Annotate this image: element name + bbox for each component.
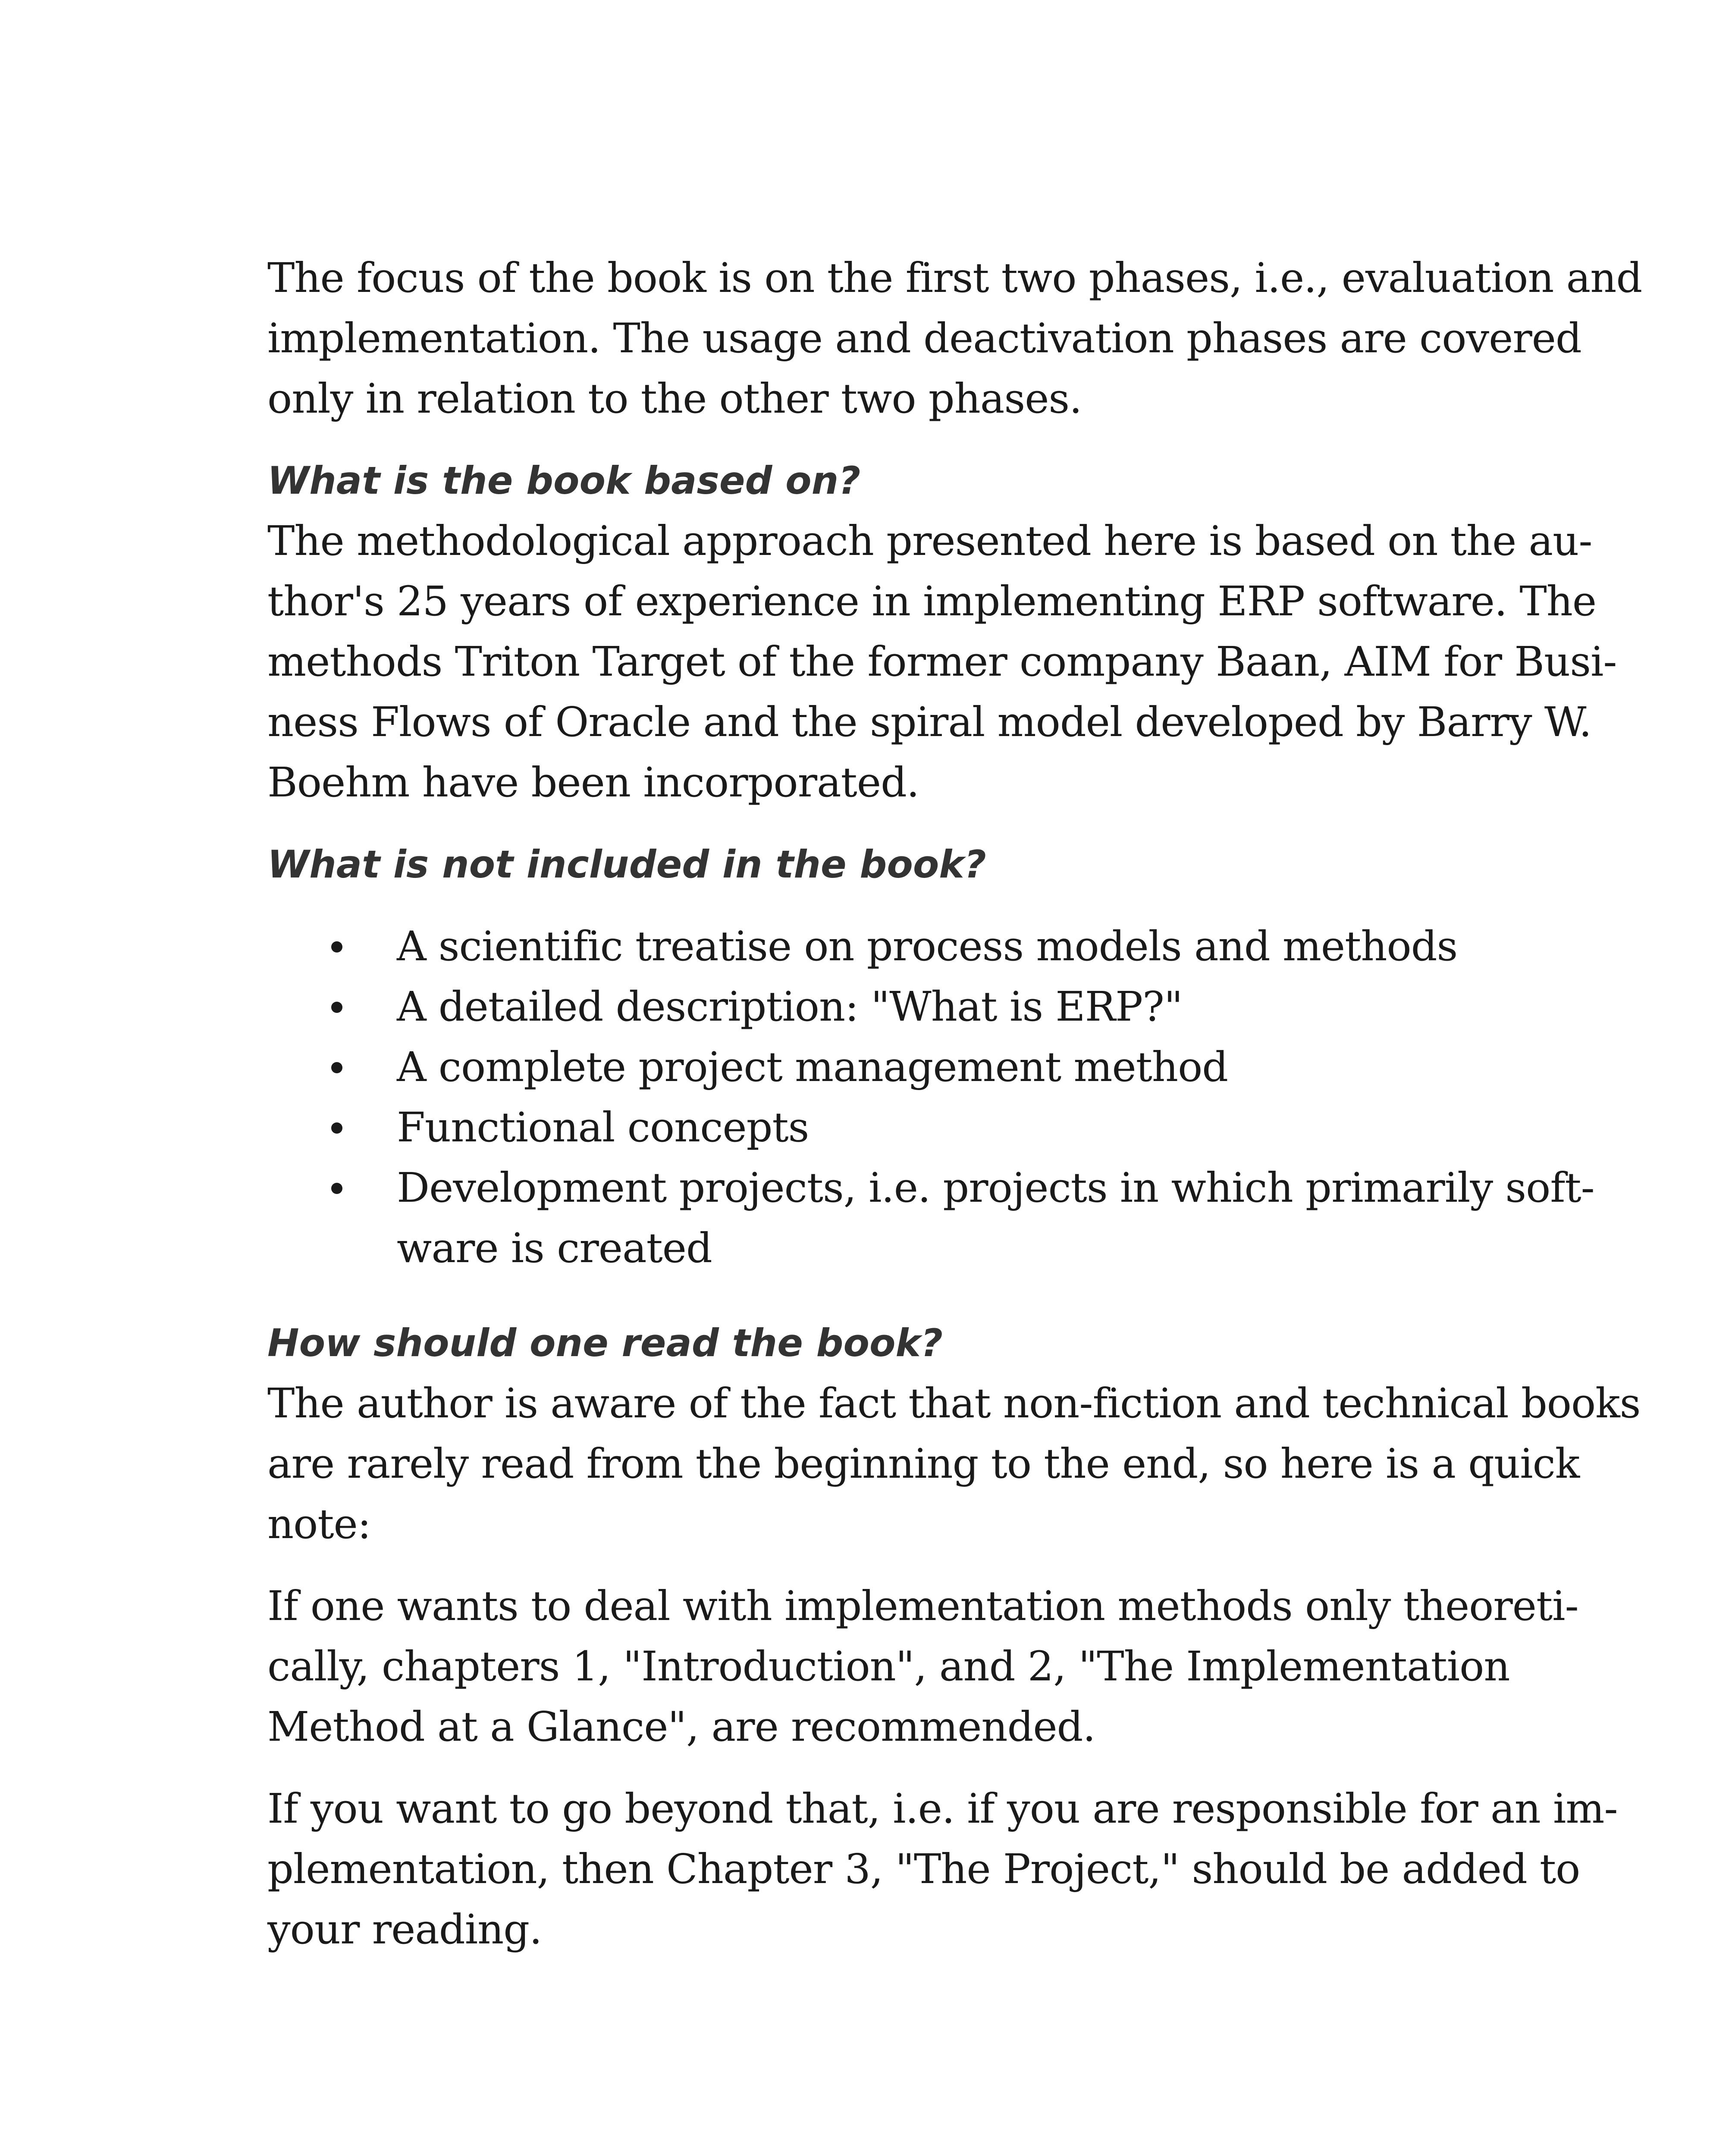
list-item-text: Functional concepts	[397, 1104, 809, 1151]
text-line: Method at a Glance", are recommended.	[267, 1703, 1095, 1751]
section-heading-based-on: What is the book based on?	[267, 458, 861, 503]
list-item	[267, 1037, 1501, 1097]
list-item-text: A detailed description: "What is ERP?"	[397, 983, 1183, 1031]
bullet-icon	[331, 1002, 342, 1013]
section-heading-not-included: What is not included in the book?	[267, 842, 986, 887]
not-included-list	[267, 916, 1594, 1279]
bullet-icon	[331, 941, 342, 953]
text-line: The focus of the book is on the first two phases, i.e., evaluation and	[267, 254, 1642, 302]
text-line: If one wants to deal with implementation methods only theoreti-	[267, 1583, 1578, 1630]
text-line: If you want to go beyond that, i.e. if you are responsible for an im-	[267, 1785, 1618, 1833]
bullet-icon	[331, 1122, 342, 1134]
based-on-paragraph	[267, 511, 1617, 813]
text-line: The methodological approach presented here is based on the au-	[267, 517, 1592, 565]
document-page	[267, 248, 1642, 1960]
bullet-icon	[331, 1183, 342, 1194]
list-item	[267, 1158, 1594, 1279]
bullet-icon	[331, 1062, 342, 1073]
how-to-read-paragraph-2	[267, 1576, 1578, 1757]
list-item-text: A complete project management method	[397, 1044, 1228, 1091]
how-to-read-paragraph-1	[267, 1373, 1641, 1554]
text-line: cally, chapters 1, "Introduction", and 2, "The Implementation	[267, 1643, 1510, 1690]
text-line: ness Flows of Oracle and the spiral model developed by Barry W.	[267, 699, 1592, 746]
list-item-text: Development projects, i.e. projects in which primarily soft-	[397, 1164, 1594, 1212]
list-item-text: ware is created	[397, 1225, 712, 1272]
text-line: thor's 25 years of experience in implementing ERP software. The	[267, 578, 1597, 625]
text-line: Boehm have been incorporated.	[267, 759, 919, 806]
text-line: note:	[267, 1501, 371, 1548]
text-line: your reading.	[267, 1906, 542, 1953]
text-line: are rarely read from the beginning to the end, so here is a quick	[267, 1440, 1580, 1488]
intro-paragraph	[267, 248, 1642, 429]
list-item	[267, 916, 1501, 977]
how-to-read-paragraph-3	[267, 1779, 1618, 1960]
list-item	[267, 1097, 1501, 1158]
text-line: methods Triton Target of the former company Baan, AIM for Busi-	[267, 638, 1617, 686]
list-item-text: A scientific treatise on process models and methods	[397, 923, 1458, 970]
text-line: The author is aware of the fact that non-fiction and technical books	[267, 1380, 1641, 1427]
list-item	[267, 977, 1501, 1037]
section-heading-how-to-read: How should one read the book?	[267, 1321, 943, 1365]
text-line: implementation. The usage and deactivation phases are covered	[267, 315, 1581, 362]
text-line: plementation, then Chapter 3, "The Project," should be added to	[267, 1846, 1580, 1893]
text-line: only in relation to the other two phases.	[267, 375, 1082, 423]
